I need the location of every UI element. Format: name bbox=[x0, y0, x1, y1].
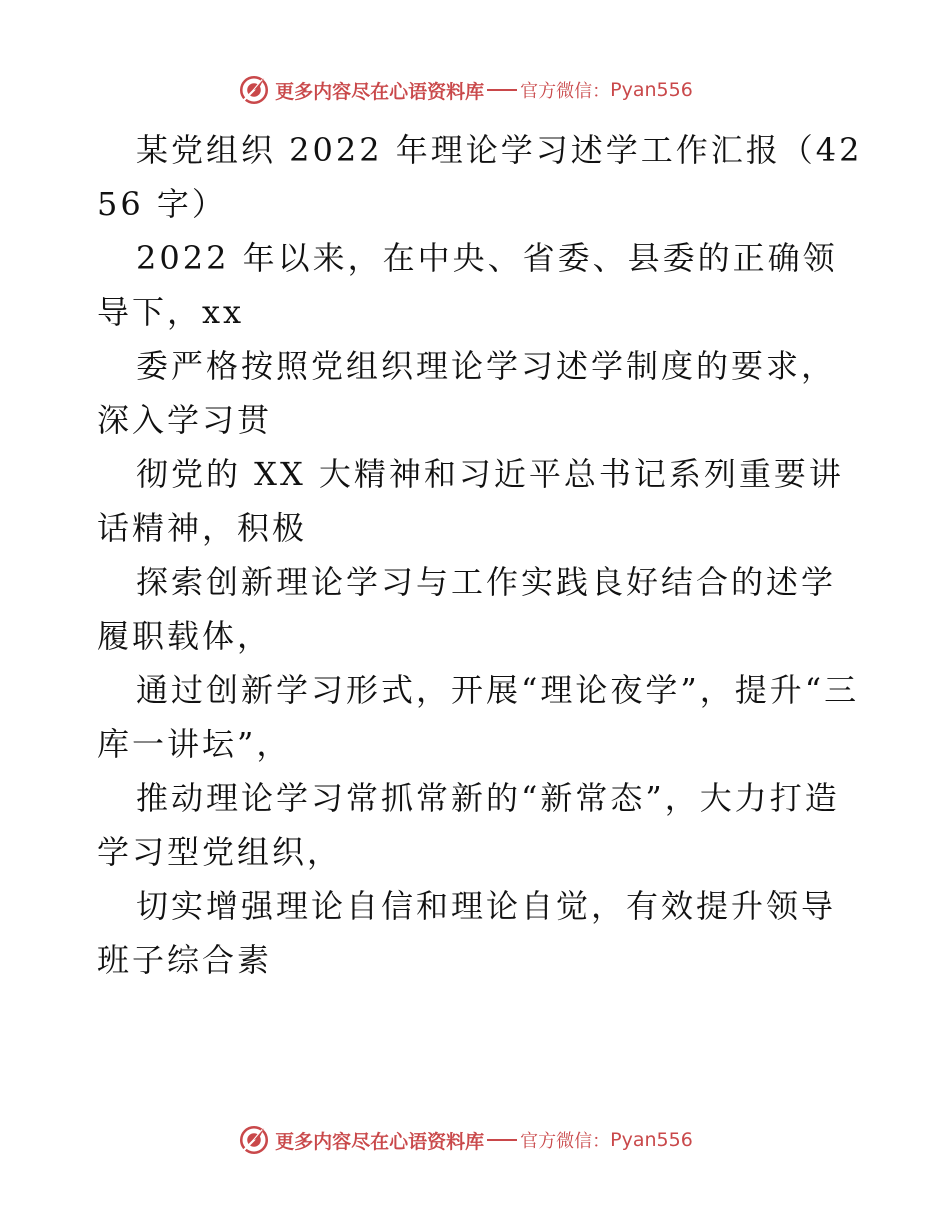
watermark-text: 更多内容尽在心语资料库 bbox=[275, 80, 485, 103]
paragraph-1: 2022 年以来，在中央、省委、县委的正确领导下，xx bbox=[97, 239, 838, 331]
header-watermark bbox=[0, 70, 950, 110]
watermark-wechat-id: Pyan556 bbox=[610, 79, 693, 101]
document-body bbox=[97, 123, 867, 987]
document-title: 某党组织 2022 年理论学习述学工作汇报（4256 字） bbox=[97, 131, 863, 223]
paragraph-3: 彻党的 XX 大精神和习近平总书记系列重要讲话精神，积极 bbox=[97, 455, 844, 547]
paragraph-4: 探索创新理论学习与工作实践良好结合的述学履职载体， bbox=[97, 563, 837, 655]
watermark-wechat-label: 官方微信： bbox=[520, 81, 611, 102]
logo-icon bbox=[237, 73, 271, 107]
paragraph-2: 委严格按照党组织理论学习述学制度的要求，深入学习贯 bbox=[97, 347, 837, 439]
logo-icon bbox=[237, 1123, 271, 1157]
paragraph-6: 推动理论学习常抓常新的“新常态”，大力打造学习型党组织， bbox=[97, 779, 840, 871]
paragraph-7: 切实增强理论自信和理论自觉，有效提升领导班子综合素 bbox=[97, 887, 837, 979]
watermark-wechat-id: Pyan556 bbox=[610, 1129, 693, 1151]
footer-watermark bbox=[0, 1120, 950, 1160]
watermark-wechat-label: 官方微信： bbox=[520, 1131, 611, 1152]
watermark-text: 更多内容尽在心语资料库 bbox=[275, 1130, 485, 1153]
paragraph-5: 通过创新学习形式，开展“理论夜学”，提升“三库一讲坛”， bbox=[97, 671, 860, 763]
watermark-dash bbox=[487, 1139, 517, 1141]
watermark-dash bbox=[487, 89, 517, 91]
